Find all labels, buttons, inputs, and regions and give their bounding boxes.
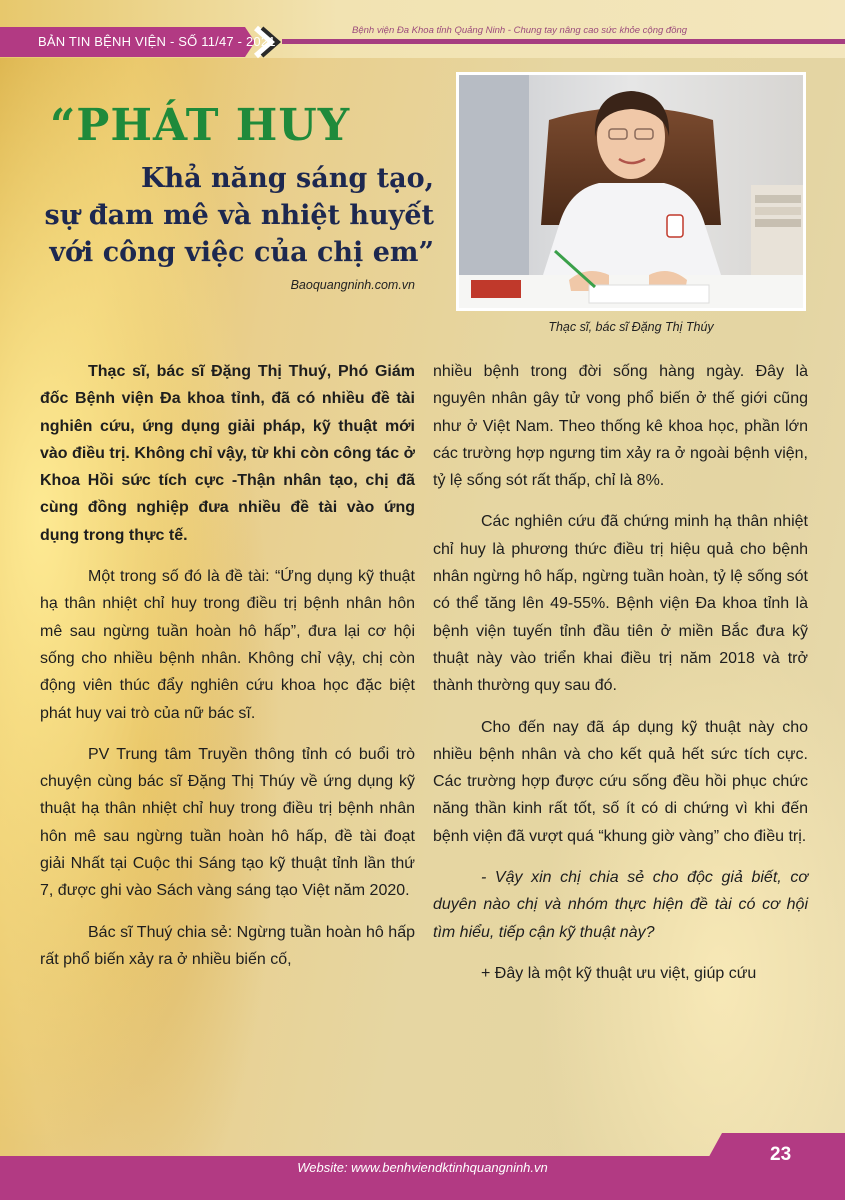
photo-caption: Thạc sĩ, bác sĩ Đặng Thị Thúy (548, 320, 714, 334)
body-paragraph: Các nghiên cứu đã chứng minh hạ thân nhiệt chỉ huy là phương thức điều trị hiệu quả cho bệnh nhân ngừng hô hấp, ngừng tuần hoàn, tỷ lệ sống sót có thể tăng lên 49-55%. Bệnh viện Đa khoa tỉnh là bệnh viện tuyến tỉnh đầu tiên ở miền Bắc đưa kỹ thuật này vào triển khai điều trị năm 2018 và trở thành thường quy sau đó. (433, 513, 808, 695)
body-paragraph: Cho đến nay đã áp dụng kỹ thuật này cho nhiều bệnh nhân và cho kết quả hết sức tích cực. Các trường hợp được cứu sống đều hồi phục chức năng thần kinh rất tốt, số ít có di chứng vì khi đến bệnh viện đã vượt quá “khung giờ vàng” cho điều trị. (433, 718, 808, 845)
article-column-left (40, 358, 415, 987)
doctor-photo (456, 72, 806, 311)
header-rule (282, 39, 845, 44)
page-number: 23 (770, 1144, 792, 1165)
website-link[interactable]: Website: www.benhviendktinhquangninh.vn (297, 1160, 548, 1175)
title-subtitle (44, 160, 434, 271)
body-paragraph: Một trong số đó là đề tài: “Ứng dụng kỹ thuật hạ thân nhiệt chỉ huy trong điều trị bệnh nhân hôn mê sau ngừng tuần hoàn hô hấp”, đưa lại cơ hội sống cho nhiều bệnh nhân. Không chỉ vậy, chị còn động viên thúc đẩy nghiên cứu khoa học đặc biệt phát huy vai trò của nữ bác sĩ. (40, 568, 415, 722)
body-paragraph-continued: nhiều bệnh trong đời sống hàng ngày. Đây là nguyên nhân gây tử vong phổ biến ở thế giới cũng như ở Việt Nam. Theo thống kê khoa học, phần lớn các trường hợp ngưng tim xảy ra ở ngoài bệnh viện, tỷ lệ sống sót rất thấp, chỉ là 8%. (433, 363, 808, 490)
article-column-right (433, 358, 808, 1001)
lead-paragraph: Thạc sĩ, bác sĩ Đặng Thị Thuý, Phó Giám đốc Bệnh viện Đa khoa tỉnh, đã có nhiều đề tài nghiên cứu, ứng dụng giải pháp, kỹ thuật mới vào điều trị. Không chỉ vậy, từ khi còn công tác ở Khoa Hồi sức tích cực -Thận nhân tạo, chị đã cùng đồng nghiệp đưa nhiều đề tài vào ứng dụng trong thực tế. (40, 363, 415, 544)
title-line: Khả năng sáng tạo, (140, 163, 434, 194)
doctor-portrait-illustration (459, 75, 803, 308)
issue-label: BẢN TIN BỆNH VIỆN - SỐ 11/47 - 2021 (38, 34, 276, 49)
title-line: với công việc của chị em” (49, 237, 434, 268)
body-paragraph: Bác sĩ Thuý chia sẻ: Ngừng tuần hoàn hô hấp rất phổ biến xảy ra ở nhiều biến cố, (40, 923, 415, 968)
interview-answer: + Đây là một kỹ thuật ưu việt, giúp cứu (481, 964, 757, 982)
hospital-slogan: Bệnh viện Đa Khoa tỉnh Quảng Ninh - Chung tay nâng cao sức khỏe cộng đồng (352, 25, 688, 36)
body-paragraph: PV Trung tâm Truyền thông tỉnh có buổi trò chuyện cùng bác sĩ Đặng Thị Thúy về ứng dụng kỹ thuật hạ thân nhiệt chỉ huy trong điều trị bệnh nhân hôn mê sau ngừng tuần hoàn hô hấp, đề tài đoạt giải Nhất tại Cuộc thi Sáng tạo kỹ thuật tỉnh lần thứ 7, được ghi vào Sách vàng sáng tạo Việt năm 2020. (40, 745, 415, 900)
title-line: sự đam mê và nhiệt huyết (44, 200, 434, 231)
article-source: Baoquangninh.com.vn (290, 278, 415, 292)
interview-question: - Vậy xin chị chia sẻ cho độc giả biết, cơ duyên nào chị và nhóm thực hiện đề tài có cơ hội tìm hiểu, tiếp cận kỹ thuật này? (433, 869, 808, 941)
title-main: “PHÁT HUY (50, 100, 351, 151)
